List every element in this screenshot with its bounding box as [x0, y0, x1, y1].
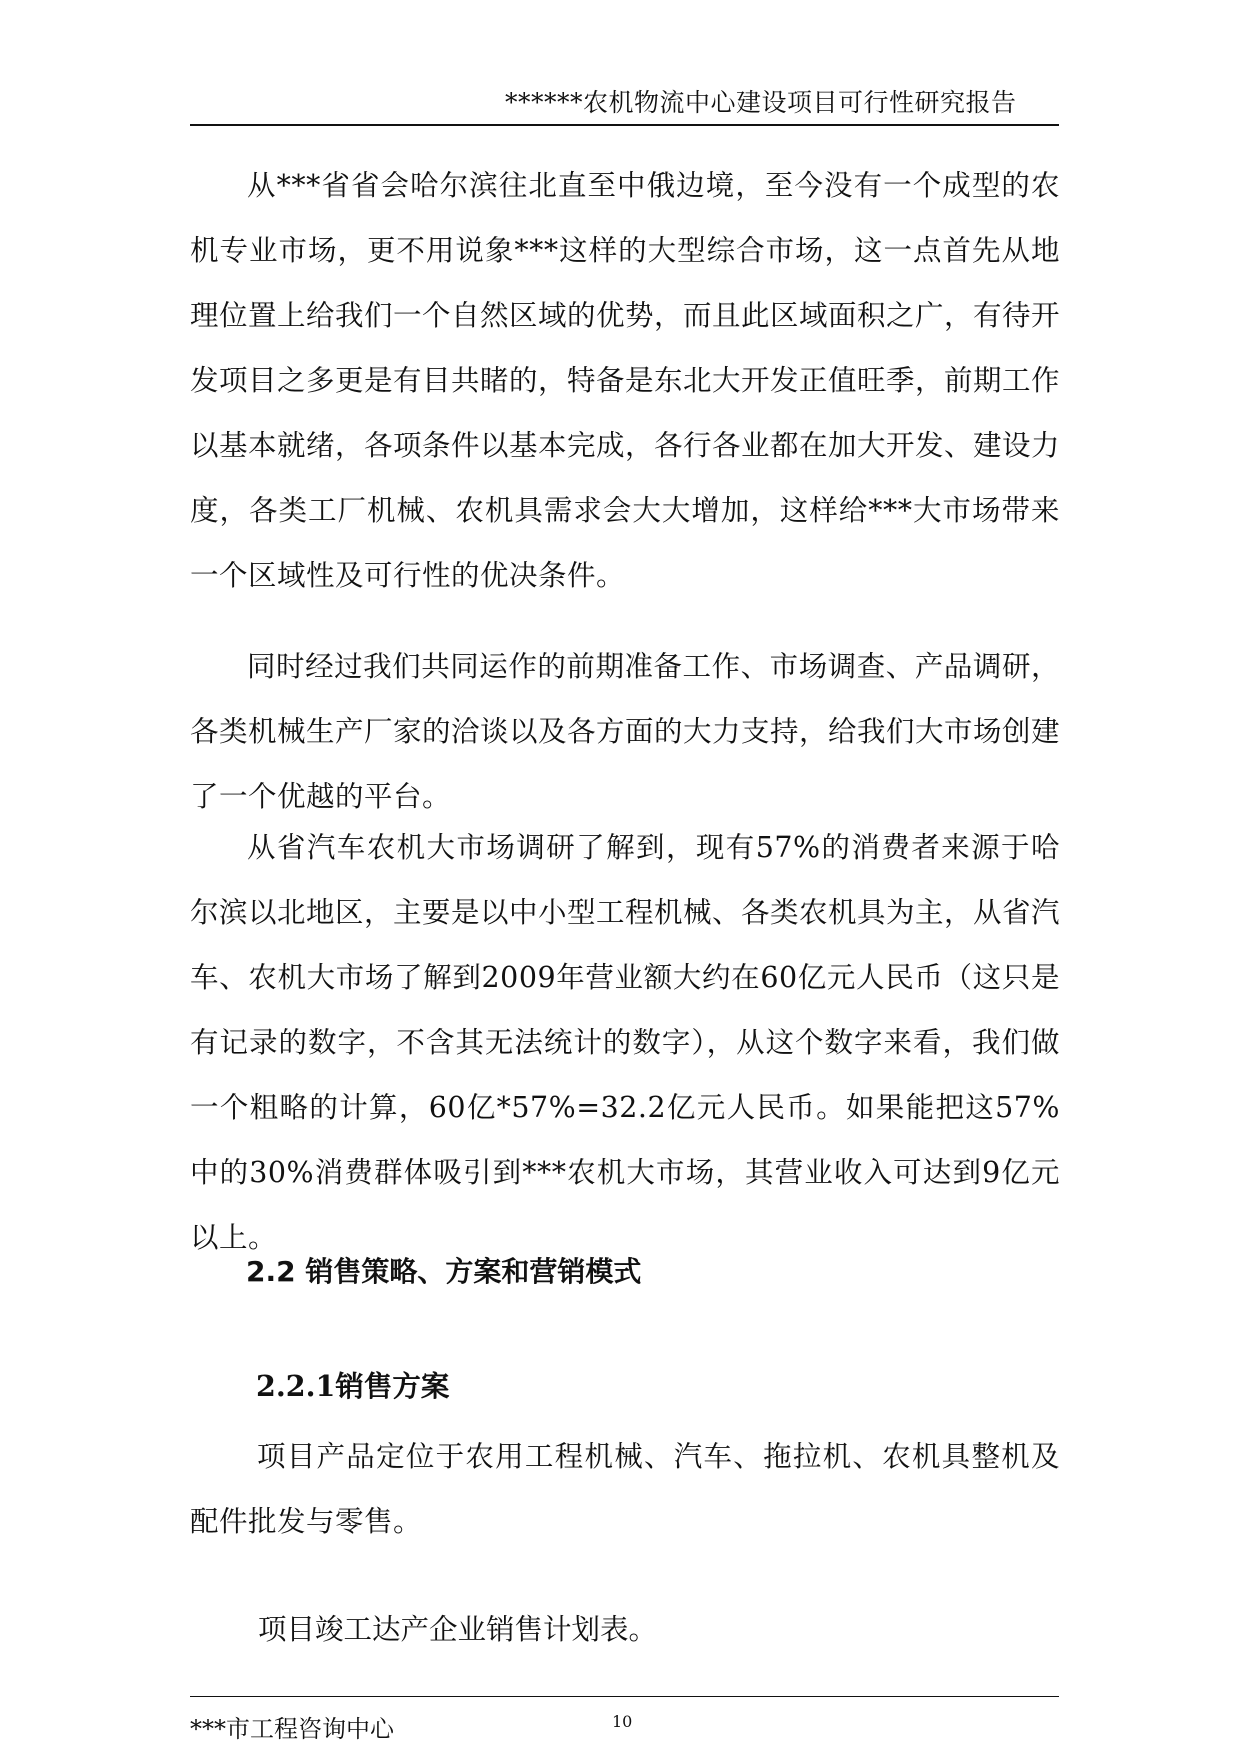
subsection-paragraph-1: 项目产品定位于农用工程机械、汽车、拖拉机、农机具整机及配件批发与零售。	[190, 1440, 1060, 1538]
running-header-title: ******农机物流中心建设项目可行性研究报告	[505, 88, 1017, 117]
body-paragraph-2: 同时经过我们共同运作的前期准备工作、市场调查、产品调研，各类机械生产厂家的洽谈以及各方面的大力支持，给我们大市场创建了一个优越的平台。	[190, 650, 1061, 813]
body-paragraph-1: 从***省省会哈尔滨往北直至中俄边境，至今没有一个成型的农机专业市场，更不用说象***这样的大型综合市场，这一点首先从地理位置上给我们一个自然区域的优势，而且此区域面积之广，有待开发项目之多更是有目共睹的，特备是东北大开发正值旺季，前期工作以基本就绪，各项条件以基本完成，各行各业都在加大开发、建设力度，各类工厂机械、农机具需求会大大增加，这样给***大市场带来一个区域性及可行性的优决条件。	[190, 169, 1061, 592]
subsection-heading: 2.2.1销售方案	[256, 1369, 450, 1403]
body-paragraph-3: 从省汽车农机大市场调研了解到，现有57%的消费者来源于哈尔滨以北地区，主要是以中小型工程机械、各类农机具为主，从省汽车、农机大市场了解到2009年营业额大约在60亿元人民币（这只是有记录的数字，不含其无法统计的数字），从这个数字来看，我们做一个粗略的计算，60亿*57%=32.2亿元人民币。如果能把这57%中的30%消费群体吸引到***农机大市场，其营业收入可达到9亿元以上。	[190, 831, 1061, 1254]
header-divider	[190, 124, 1059, 126]
page-number: 10	[612, 1712, 633, 1731]
section-heading: 2.2 销售策略、方案和营销模式	[246, 1255, 642, 1288]
subsection-paragraph-2: 项目竣工达产企业销售计划表。	[258, 1613, 658, 1646]
footer-divider	[190, 1696, 1059, 1697]
footer-organization: ***市工程咨询中心	[190, 1715, 394, 1743]
